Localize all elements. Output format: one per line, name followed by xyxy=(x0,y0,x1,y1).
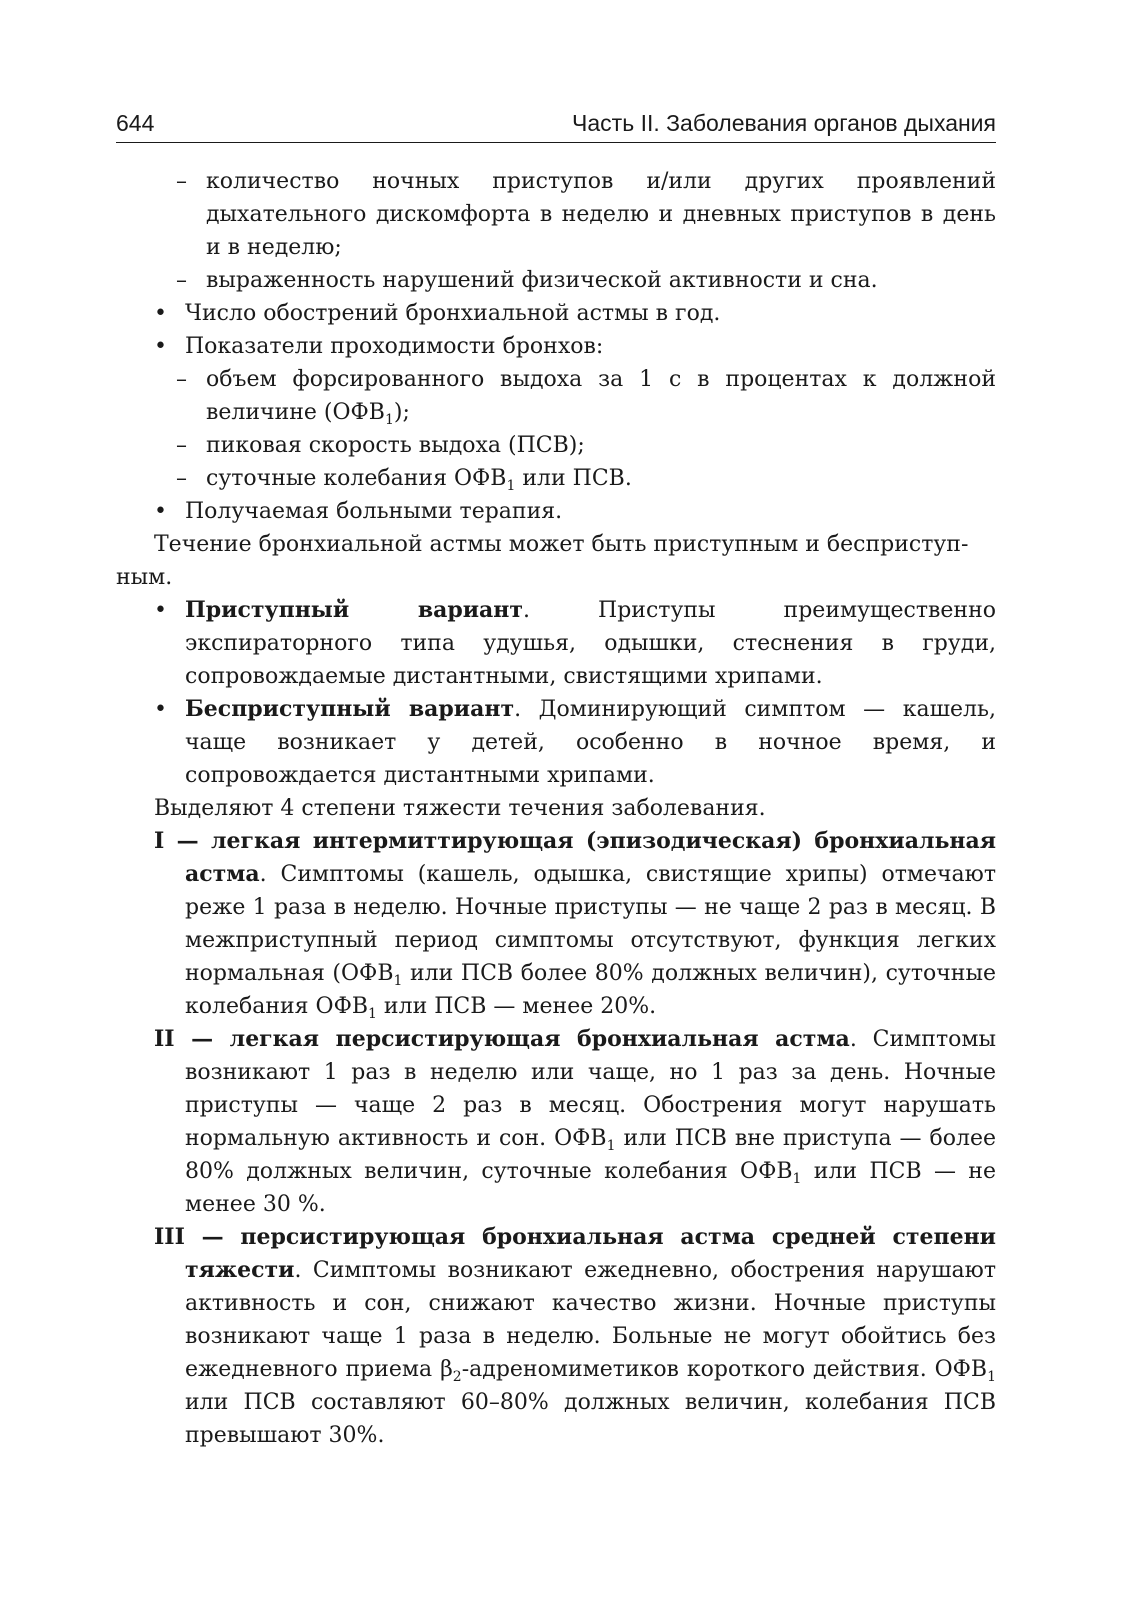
dash-marker: – xyxy=(176,466,187,491)
degree-text: или ПСВ составляют 60–80% должных величин, колебания ПСВ превышают 30%. xyxy=(185,1390,996,1448)
dash-marker: – xyxy=(176,433,187,458)
bullet-marker: • xyxy=(154,334,167,359)
degree-title-bold: III — персистирующая бронхиальная астма средней степени тяжести xyxy=(154,1224,996,1283)
dash-item-text: суточные колебания ОФВ xyxy=(206,466,507,491)
bullet-marker: • xyxy=(154,301,167,326)
paragraph-severity xyxy=(116,792,996,825)
dash-item-fev1 xyxy=(116,363,996,429)
subscript: 1 xyxy=(606,1138,616,1154)
bullet-item-text: Получаемая больными терапия. xyxy=(185,499,563,524)
subscript: 1 xyxy=(506,478,516,494)
bullet-item-text: Число обострений бронхиальной астмы в год. xyxy=(185,301,721,326)
bullet-item-patency xyxy=(116,330,996,363)
degree-text: или ПСВ более 80% должных величин), суточные колебания ОФВ xyxy=(185,961,996,1019)
degree-title-bold: II — легкая персистирующая бронхиальная астма xyxy=(154,1026,850,1052)
paragraph-course-continuation xyxy=(116,561,996,594)
degree-title-bold: I — легкая интермиттирующая (эпизодическая) бронхиальная астма xyxy=(154,828,996,887)
bullet-item-exacerbations xyxy=(116,297,996,330)
page-number: 644 xyxy=(116,110,155,136)
degree-text: или ПСВ вне приступа — более 80% должных величин, суточные колебания ОФВ xyxy=(185,1126,996,1184)
dash-marker: – xyxy=(176,169,187,194)
bullet-marker: • xyxy=(154,697,167,722)
severity-degree-1 xyxy=(116,825,996,1023)
severity-degree-2 xyxy=(116,1023,996,1221)
paragraph-text: Течение бронхиальной астмы может быть приступным и бесприступ- xyxy=(154,532,969,557)
dash-marker: – xyxy=(176,367,187,392)
severity-degree-3 xyxy=(116,1221,996,1452)
degree-text: . Симптомы возникают 1 раз в неделю или чаще, но 1 раз за день. Ночные приступы — чаще 2 раз в месяц. Обострения могут нарушать нормальную активность и сон. ОФВ xyxy=(185,1027,996,1151)
paragraph-text: ным. xyxy=(116,565,173,590)
degree-text: -адреномиметиков короткого действия. ОФВ xyxy=(461,1357,988,1382)
bullet-item-attackless-variant xyxy=(116,693,996,792)
subscript: 2 xyxy=(452,1369,462,1385)
bullet-marker: • xyxy=(154,598,167,623)
dash-item-text-end: ); xyxy=(393,400,410,425)
subscript: 1 xyxy=(384,412,394,428)
term-bold: Бесприступный вариант xyxy=(185,696,515,722)
bullet-marker: • xyxy=(154,499,167,524)
body-text xyxy=(116,165,996,1452)
bullet-item-text: . Доминирующий симптом — кашель, чаще возникает у детей, особенно в ночное время, и сопровождается дистантными хрипами. xyxy=(185,697,996,788)
subscript: 1 xyxy=(792,1171,802,1187)
dash-item-activity xyxy=(116,264,996,297)
subscript: 1 xyxy=(987,1369,997,1385)
term-bold: Приступный вариант xyxy=(185,597,524,623)
dash-marker: – xyxy=(176,268,187,293)
dash-item-text: количество ночных приступов и/или других проявлений дыхательного дискомфорта в неделю и дневных приступов в день и в неделю; xyxy=(206,169,996,260)
degree-text: или ПСВ — менее 20%. xyxy=(376,994,657,1019)
degree-text: или ПСВ — не менее 30 %. xyxy=(185,1159,996,1217)
page xyxy=(116,108,996,1452)
degree-text: . Симптомы (кашель, одышка, свистящие хрипы) отмечают реже 1 раза в неделю. Ночные приступы — не чаще 2 раз в месяц. В межприступный период симптомы отсутствуют, функция легких нормальная (ОФВ xyxy=(185,862,996,986)
dash-item-text: выраженность нарушений физической активности и сна. xyxy=(206,268,878,293)
dash-item-pef xyxy=(116,429,996,462)
dash-item-text: пиковая скорость выдоха (ПСВ); xyxy=(206,433,585,458)
dash-item-night-attacks xyxy=(116,165,996,264)
degree-text: . Симптомы возникают ежедневно, обострения нарушают активность и сон, снижают качество жизни. Ночные приступы возникают чаще 1 раза в неделю. Больные не могут обойтись без ежедневного приема β xyxy=(185,1258,996,1382)
running-title: Часть II. Заболевания органов дыхания xyxy=(572,110,996,136)
bullet-item-text: Показатели проходимости бронхов: xyxy=(185,334,604,359)
paragraph-text: Выделяют 4 степени тяжести течения заболевания. xyxy=(154,796,766,821)
dash-item-text: объем форсированного выдоха за 1 с в процентах к должной величине (ОФВ xyxy=(206,367,996,425)
bullet-item-therapy xyxy=(116,495,996,528)
bullet-item-text: . Приступы преимущественно экспираторного типа удушья, одышки, стеснения в груди, сопровождаемые дистантными, свистящими хрипами. xyxy=(185,598,996,689)
running-header xyxy=(116,108,996,143)
paragraph-course xyxy=(116,528,996,561)
dash-item-daily-variation xyxy=(116,462,996,495)
subscript: 1 xyxy=(393,973,403,989)
bullet-item-attack-variant xyxy=(116,594,996,693)
subscript: 1 xyxy=(368,1006,377,1022)
dash-item-text-end: или ПСВ. xyxy=(515,466,632,491)
